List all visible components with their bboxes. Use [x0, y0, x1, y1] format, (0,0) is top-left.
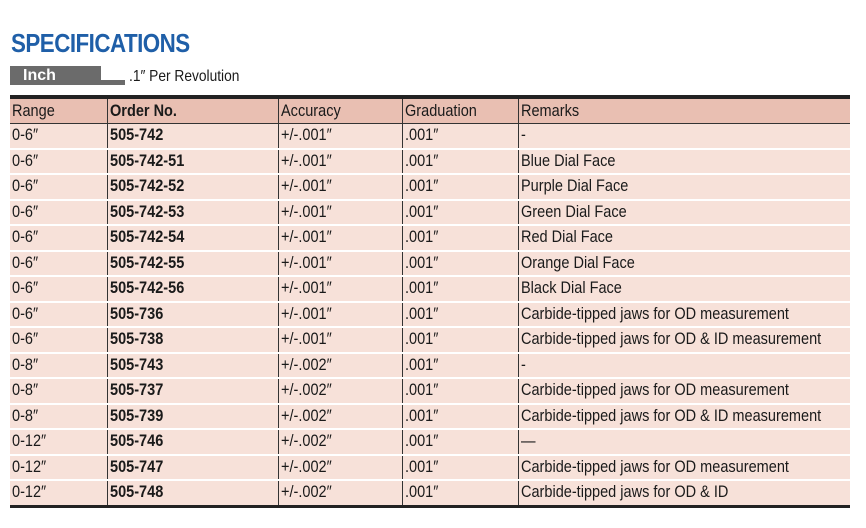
cell-remarks: [518, 378, 850, 404]
unit-tab-label: Inch: [10, 66, 101, 85]
cell-range: [10, 455, 107, 481]
cell-order-no-value: 505-736: [109, 304, 163, 323]
cell-graduation-value: .001″: [404, 279, 438, 298]
cell-remarks: [518, 200, 850, 226]
cell-order-no-value: 505-742-56: [109, 279, 184, 298]
cell-range-value: 0-6″: [12, 253, 39, 272]
cell-order-no: [107, 327, 278, 353]
cell-order-no-value: 505-742-51: [109, 151, 184, 170]
cell-order-no-value: 505-737: [109, 381, 163, 400]
cell-order-no-value: 505-742-54: [109, 228, 184, 247]
cell-range: [10, 225, 107, 251]
cell-accuracy-value: +/-.001″: [280, 177, 332, 196]
table-row: [10, 327, 850, 353]
table-row: [10, 353, 850, 379]
cell-range: [10, 124, 107, 149]
cell-range: [10, 200, 107, 226]
cell-remarks: [518, 149, 850, 175]
cell-order-no: [107, 455, 278, 481]
cell-order-no-value: 505-748: [109, 483, 163, 502]
cell-remarks: [518, 302, 850, 328]
cell-graduation: [402, 404, 518, 430]
table-row: [10, 174, 850, 200]
header-accuracy-label: Accuracy: [280, 101, 341, 120]
table-row: [10, 124, 850, 149]
cell-remarks: [518, 276, 850, 302]
cell-accuracy: [278, 378, 402, 404]
cell-remarks-value: Carbide-tipped jaws for OD & ID: [520, 483, 728, 502]
cell-graduation: [402, 225, 518, 251]
cell-graduation-value: .001″: [404, 432, 438, 451]
cell-range-value: 0-6″: [12, 177, 39, 196]
cell-accuracy: [278, 429, 402, 455]
cell-accuracy: [278, 174, 402, 200]
cell-graduation: [402, 174, 518, 200]
cell-graduation-value: .001″: [404, 177, 438, 196]
cell-range: [10, 353, 107, 379]
cell-remarks: [518, 455, 850, 481]
header-order-no: [107, 97, 278, 124]
cell-remarks: [518, 225, 850, 251]
cell-range: [10, 149, 107, 175]
cell-order-no-value: 505-743: [109, 355, 163, 374]
cell-order-no-value: 505-746: [109, 432, 163, 451]
cell-graduation-value: .001″: [404, 483, 438, 502]
header-graduation: [402, 97, 518, 124]
cell-range-value: 0-6″: [12, 151, 39, 170]
cell-graduation: [402, 455, 518, 481]
cell-graduation: [402, 251, 518, 277]
cell-order-no: [107, 251, 278, 277]
cell-range-value: 0-12″: [12, 483, 47, 502]
cell-range-value: 0-6″: [12, 304, 39, 323]
cell-graduation: [402, 480, 518, 506]
cell-remarks: [518, 480, 850, 506]
cell-graduation: [402, 327, 518, 353]
cell-accuracy-value: +/-.002″: [280, 381, 332, 400]
table-row: [10, 429, 850, 455]
cell-remarks-value: Green Dial Face: [520, 202, 627, 221]
table-row: [10, 302, 850, 328]
cell-accuracy-value: +/-.001″: [280, 202, 332, 221]
cell-remarks: [518, 429, 850, 455]
cell-remarks-value: Red Dial Face: [520, 228, 613, 247]
cell-graduation-value: .001″: [404, 253, 438, 272]
table-row: [10, 378, 850, 404]
cell-graduation-value: .001″: [404, 406, 438, 425]
unit-header: [10, 66, 410, 88]
cell-range-value: 0-6″: [12, 279, 39, 298]
cell-order-no-value: 505-747: [109, 457, 163, 476]
cell-remarks: [518, 174, 850, 200]
cell-range: [10, 174, 107, 200]
cell-remarks-value: Blue Dial Face: [520, 151, 615, 170]
cell-order-no-value: 505-742-55: [109, 253, 184, 272]
cell-graduation-value: .001″: [404, 304, 438, 323]
table-row: [10, 404, 850, 430]
cell-order-no: [107, 149, 278, 175]
cell-order-no: [107, 353, 278, 379]
cell-accuracy: [278, 404, 402, 430]
cell-order-no: [107, 480, 278, 506]
header-remarks-label: Remarks: [520, 101, 579, 120]
unit-tab-rule: [101, 80, 125, 85]
cell-range: [10, 276, 107, 302]
cell-accuracy-value: +/-.001″: [280, 228, 332, 247]
cell-graduation: [402, 200, 518, 226]
cell-accuracy-value: +/-.002″: [280, 457, 332, 476]
cell-range: [10, 302, 107, 328]
cell-order-no: [107, 174, 278, 200]
cell-graduation: [402, 429, 518, 455]
header-accuracy: [278, 97, 402, 124]
cell-accuracy-value: +/-.001″: [280, 151, 332, 170]
header-range: [10, 97, 107, 124]
cell-accuracy: [278, 225, 402, 251]
table-row: [10, 251, 850, 277]
cell-accuracy: [278, 327, 402, 353]
cell-accuracy-value: +/-.001″: [280, 126, 332, 145]
cell-accuracy-value: +/-.002″: [280, 355, 332, 374]
cell-remarks-value: —: [520, 432, 536, 451]
cell-order-no-value: 505-739: [109, 406, 163, 425]
table-row: [10, 455, 850, 481]
cell-accuracy: [278, 149, 402, 175]
cell-range: [10, 429, 107, 455]
cell-remarks: [518, 124, 850, 149]
cell-graduation: [402, 302, 518, 328]
table-body: [10, 124, 850, 507]
cell-graduation-value: .001″: [404, 457, 438, 476]
cell-range: [10, 404, 107, 430]
table-row: [10, 200, 850, 226]
cell-graduation: [402, 378, 518, 404]
unit-note: .1″ Per Revolution: [129, 68, 240, 85]
cell-range-value: 0-8″: [12, 355, 39, 374]
cell-accuracy: [278, 276, 402, 302]
page-title: SPECIFICATIONS: [11, 28, 190, 58]
table-row: [10, 276, 850, 302]
cell-accuracy: [278, 353, 402, 379]
cell-graduation-value: .001″: [404, 355, 438, 374]
cell-remarks-value: Carbide-tipped jaws for OD & ID measurement: [520, 330, 821, 349]
cell-order-no: [107, 200, 278, 226]
cell-range-value: 0-6″: [12, 202, 39, 221]
cell-graduation: [402, 353, 518, 379]
cell-range-value: 0-6″: [12, 330, 39, 349]
header-graduation-label: Graduation: [404, 101, 477, 120]
cell-remarks: [518, 327, 850, 353]
table-row: [10, 149, 850, 175]
cell-graduation-value: .001″: [404, 381, 438, 400]
cell-graduation: [402, 276, 518, 302]
cell-range-value: 0-12″: [12, 432, 47, 451]
cell-accuracy-value: +/-.002″: [280, 483, 332, 502]
cell-remarks-value: Carbide-tipped jaws for OD measurement: [520, 304, 789, 323]
cell-order-no: [107, 404, 278, 430]
cell-order-no: [107, 429, 278, 455]
cell-order-no-value: 505-738: [109, 330, 163, 349]
cell-graduation: [402, 149, 518, 175]
table-row: [10, 480, 850, 506]
cell-order-no: [107, 276, 278, 302]
cell-remarks-value: -: [520, 126, 526, 145]
header-remarks: [518, 97, 850, 124]
cell-remarks-value: Orange Dial Face: [520, 253, 635, 272]
cell-accuracy: [278, 200, 402, 226]
cell-graduation-value: .001″: [404, 228, 438, 247]
cell-order-no: [107, 225, 278, 251]
cell-range: [10, 251, 107, 277]
header-range-label: Range: [12, 101, 55, 120]
cell-remarks-value: Carbide-tipped jaws for OD measurement: [520, 381, 789, 400]
cell-accuracy-value: +/-.001″: [280, 253, 332, 272]
header-order-no-label: Order No.: [109, 101, 177, 120]
cell-range: [10, 327, 107, 353]
table-header-row: [10, 97, 850, 124]
cell-range-value: 0-6″: [12, 126, 39, 145]
cell-remarks-value: Carbide-tipped jaws for OD measurement: [520, 457, 789, 476]
cell-order-no-value: 505-742-53: [109, 202, 184, 221]
cell-graduation-value: .001″: [404, 151, 438, 170]
cell-graduation-value: .001″: [404, 330, 438, 349]
cell-remarks-value: -: [520, 355, 526, 374]
cell-accuracy: [278, 251, 402, 277]
cell-accuracy-value: +/-.001″: [280, 279, 332, 298]
cell-accuracy-value: +/-.001″: [280, 304, 332, 323]
cell-accuracy-value: +/-.002″: [280, 406, 332, 425]
cell-graduation-value: .001″: [404, 202, 438, 221]
cell-graduation: [402, 124, 518, 149]
cell-remarks-value: Purple Dial Face: [520, 177, 628, 196]
cell-remarks: [518, 353, 850, 379]
cell-remarks-value: Carbide-tipped jaws for OD & ID measurement: [520, 406, 821, 425]
specifications-table: [10, 95, 850, 508]
table-row: [10, 225, 850, 251]
cell-order-no-value: 505-742: [109, 126, 163, 145]
cell-order-no: [107, 124, 278, 149]
cell-accuracy: [278, 455, 402, 481]
cell-range-value: 0-12″: [12, 457, 47, 476]
cell-range-value: 0-8″: [12, 406, 39, 425]
cell-range-value: 0-8″: [12, 381, 39, 400]
cell-accuracy-value: +/-.001″: [280, 330, 332, 349]
cell-order-no: [107, 378, 278, 404]
cell-remarks: [518, 251, 850, 277]
cell-range: [10, 480, 107, 506]
cell-accuracy-value: +/-.002″: [280, 432, 332, 451]
cell-accuracy: [278, 124, 402, 149]
cell-accuracy: [278, 302, 402, 328]
cell-range-value: 0-6″: [12, 228, 39, 247]
cell-order-no: [107, 302, 278, 328]
cell-remarks-value: Black Dial Face: [520, 279, 622, 298]
cell-remarks: [518, 404, 850, 430]
cell-accuracy: [278, 480, 402, 506]
cell-order-no-value: 505-742-52: [109, 177, 184, 196]
cell-graduation-value: .001″: [404, 126, 438, 145]
cell-range: [10, 378, 107, 404]
